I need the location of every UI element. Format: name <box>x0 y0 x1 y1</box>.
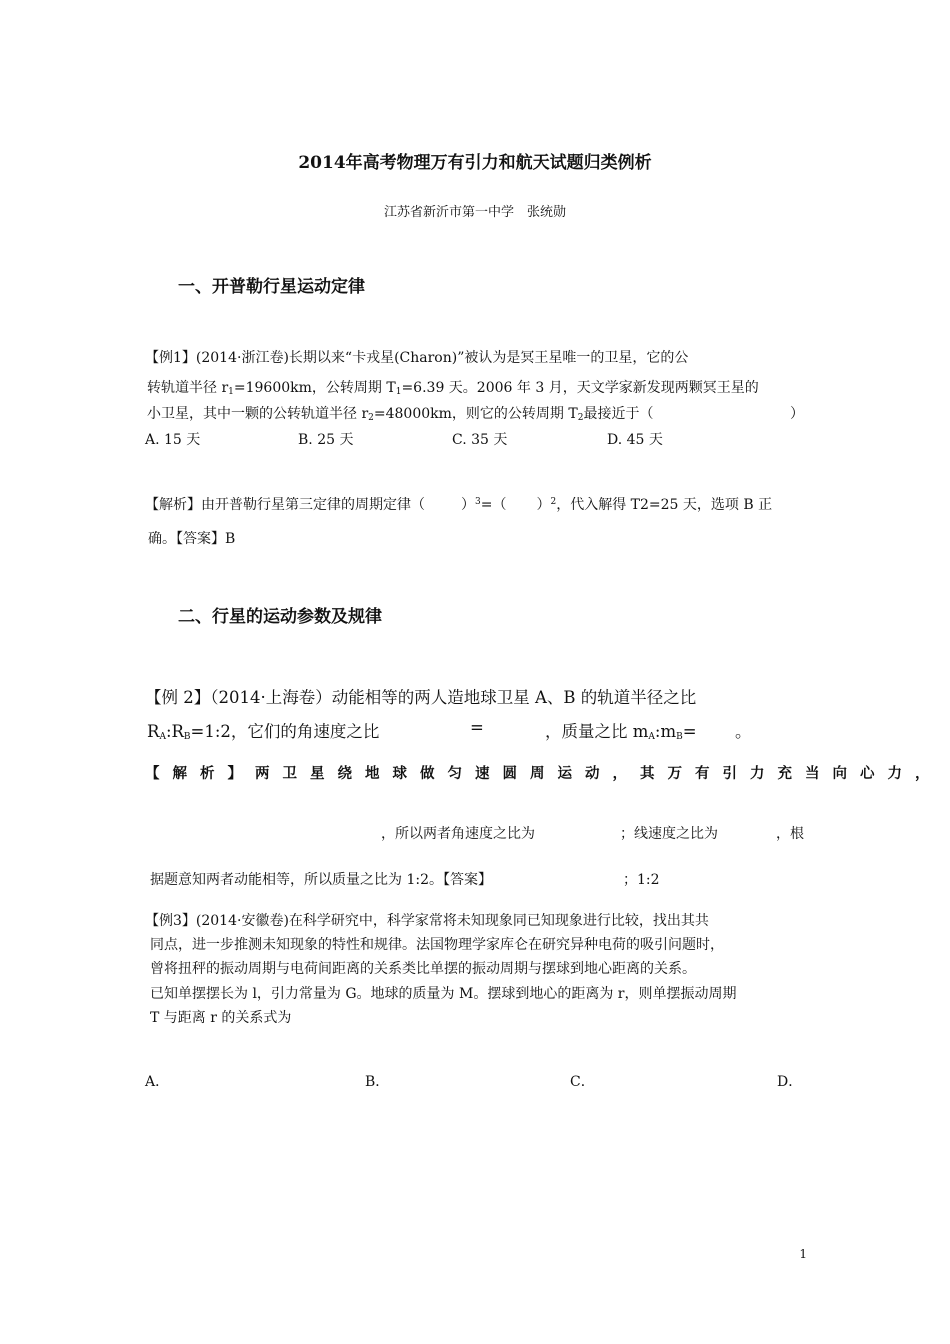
text: R <box>147 722 160 741</box>
example1-answer: 确。【答案】B <box>148 531 236 547</box>
example2-solution-line1: 【解析】两卫星绕地球做匀速圆周运动，其万有引力充当向心力， <box>145 765 943 782</box>
superscript: 3 <box>475 497 481 507</box>
example3-line4: 已知单摆摆长为 l，引力常量为 G。地球的质量为 M。摆球到地心的距离为 r，则单摆振动周期 <box>150 986 737 1002</box>
sentence-end: 。 <box>735 722 752 741</box>
subscript: 2 <box>368 413 374 423</box>
example2-line2-mass <box>545 718 697 742</box>
example2-solution-line2c: ，根 <box>776 826 804 842</box>
example3-line2: 同点，进一步推测未知现象的特性和规律。法国物理学家库仑在研究异种电荷的吸引问题时， <box>150 937 724 953</box>
example3-line5: T 与距离 r 的关系式为 <box>150 1010 292 1026</box>
text: =6.39 天。2006 年 3 月，天文学家新发现两颗冥王星的 <box>401 380 759 396</box>
text: =1:2，它们的角速度之比 <box>190 722 380 741</box>
page-title: 2014年高考物理万有引力和航天试题归类例析 <box>298 153 652 173</box>
subscript: 1 <box>395 387 402 397</box>
option-a: A. 15 天 <box>145 432 201 448</box>
text: :m <box>654 722 677 741</box>
text: =48000km，则它的公转周期 T <box>373 406 578 422</box>
text: 最接近于（ <box>583 406 654 422</box>
example2-solution-line2a: ，所以两者角速度之比为 <box>381 826 535 842</box>
text: 小卫星，其中一颗的公转轨道半径 r <box>147 406 369 422</box>
subscript: A <box>159 732 166 742</box>
text: ） <box>536 497 551 513</box>
text: :R <box>165 722 184 741</box>
example3-line1: 【例3】(2014·安徽卷)在科学研究中，科学家常将未知现象同已知现象进行比较，找出其共 <box>145 913 709 929</box>
text: ，代入解得 T2=25 天，选项 B 正 <box>556 497 773 513</box>
subscript: B <box>183 732 191 742</box>
example2-line1: 【例 2】（2014·上海卷）动能相等的两人造地球卫星 A、B 的轨道半径之比 <box>145 688 697 707</box>
option-a: A． <box>145 1074 170 1090</box>
text: 转轨道半径 r <box>147 380 229 396</box>
author-line: 江苏省新沂市第一中学 张统勋 <box>383 205 566 220</box>
text: 【解析】由开普勒行星第三定律的周期定律（ <box>145 497 425 513</box>
option-d: D. 45 天 <box>607 432 663 448</box>
option-c: C． <box>570 1074 595 1090</box>
page-number: 1 <box>799 1247 807 1261</box>
option-b: B． <box>365 1074 390 1090</box>
subscript: 1 <box>228 387 234 397</box>
section-heading-1: 一、开普勒行星运动定律 <box>178 277 365 297</box>
subscript: 2 <box>577 413 584 423</box>
answer-blank-close: ） <box>790 406 804 422</box>
subscript: A <box>648 732 655 742</box>
text: =（ <box>480 497 507 513</box>
text: = <box>682 722 697 741</box>
ratio-equals: = <box>470 718 484 737</box>
example1-line3 <box>147 402 653 430</box>
option-d: D． <box>777 1074 803 1090</box>
example1-line1: 【例1】(2014·浙江卷)长期以来“卡戎星(Charon)”被认为是冥王星唯一的卫星，它的公 <box>145 350 689 366</box>
section-heading-2: 二、行星的运动参数及规律 <box>178 607 382 627</box>
example2-line2 <box>147 718 379 742</box>
example3-line3: 曾将扭秤的振动周期与电荷间距离的关系类比单摆的振动周期与摆球到地心距离的关系。 <box>150 961 696 977</box>
option-b: B. 25 天 <box>298 432 354 448</box>
example2-solution-line3: 据题意知两者动能相等，所以质量之比为 1:2。【答案】 <box>150 872 492 888</box>
example1-solution <box>145 490 772 517</box>
example1-line2 <box>147 376 759 404</box>
example2-answer: ；1:2 <box>623 872 660 888</box>
text: ） <box>461 497 475 513</box>
superscript: 2 <box>550 497 557 507</box>
subscript: B <box>676 732 683 742</box>
example2-solution-line2b: ；线速度之比为 <box>620 826 718 842</box>
option-c: C. 35 天 <box>452 432 508 448</box>
text: =19600km，公转周期 T <box>233 380 396 396</box>
text: ，质量之比 m <box>545 722 649 741</box>
